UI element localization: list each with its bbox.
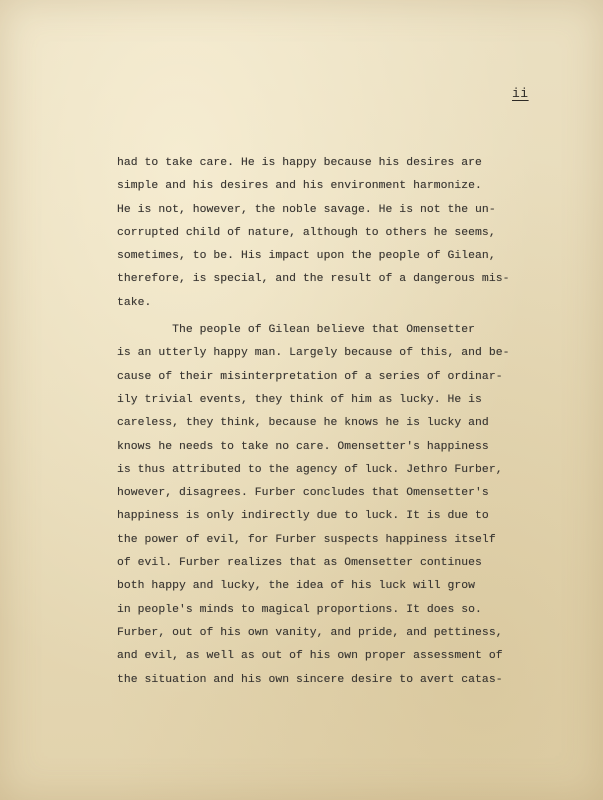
text-line: corrupted child of nature, although to others he seems, xyxy=(117,226,496,239)
text-line: had to take care. He is happy because his desires are xyxy=(117,157,482,169)
text-line: however, disagrees. Furber concludes that Omensetter's xyxy=(117,487,489,500)
text-line: is thus attributed to the agency of luck. Jethro Furber, xyxy=(117,463,503,476)
text-line: happiness is only indirectly due to luck. It is due to xyxy=(117,510,489,523)
text-line: He is not, however, the noble savage. He is not the un- xyxy=(117,203,496,216)
text-line: simple and his desires and his environment harmonize. xyxy=(117,180,482,193)
text-line: The people of Gilean believe that Omensetter xyxy=(117,324,476,337)
text-line: is an utterly happy man. Largely because of this, and be- xyxy=(117,347,510,360)
text-line: knows he needs to take no care. Omensetter's happiness xyxy=(117,440,489,453)
text-line: Furber, out of his own vanity, and pride, and pettiness, xyxy=(117,626,503,639)
text-line: take. xyxy=(117,296,152,309)
text-line: careless, they think, because he knows he is lucky and xyxy=(117,417,489,430)
text-line: therefore, is special, and the result of a dangerous mis- xyxy=(117,273,510,286)
text-line: in people's minds to magical proportions. It does so. xyxy=(117,603,482,616)
text-line: sometimes, to be. His impact upon the people of Gilean, xyxy=(117,250,496,263)
text-line: of evil. Furber realizes that as Omensetter continues xyxy=(117,557,482,570)
page-number: ii xyxy=(512,86,529,101)
text-line: the situation and his own sincere desire to avert catas- xyxy=(117,673,503,686)
text-line: the power of evil, for Furber suspects happiness itself xyxy=(117,533,496,546)
text-line: cause of their misinterpretation of a series of ordinar- xyxy=(117,370,503,383)
text-line: both happy and lucky, the idea of his luck will grow xyxy=(117,580,476,593)
text-line: and evil, as well as out of his own proper assessment of xyxy=(117,650,503,663)
body-text xyxy=(117,152,557,692)
text-line: ily trivial events, they think of him as lucky. He is xyxy=(117,393,482,406)
